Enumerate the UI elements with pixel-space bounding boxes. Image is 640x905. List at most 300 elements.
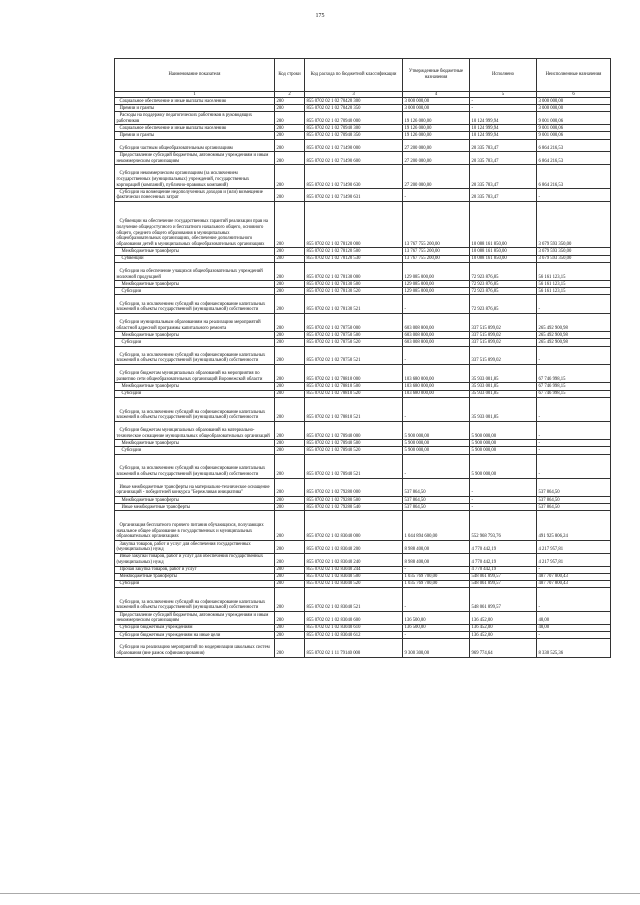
cell-classification: 855 0702 02 1 02 83040 244 (305, 566, 403, 573)
page-bottom-rule (0, 893, 640, 894)
cell-classification: 855 0702 02 1 02 78940 521 (305, 454, 403, 478)
cell-line-code: 200 (275, 339, 305, 346)
cell-approved: 136 500,00 (403, 624, 470, 631)
cell-name: Субсидии муниципальным образованиям на реализацию мероприятий областной адресной программы капитального ремонта (115, 313, 275, 331)
cell-executed: 337 515 899,02 (470, 339, 537, 346)
table-row (115, 383, 611, 390)
cell-name: Межбюджетные трансферты (115, 332, 275, 339)
cell-executed: 72 923 876,85 (470, 288, 537, 295)
column-number: 3 (305, 92, 403, 98)
cell-line-code: 200 (275, 346, 305, 364)
cell-line-code: 200 (275, 588, 305, 612)
cell-unexecuted: 6 864 216,53 (537, 165, 611, 189)
cell-unexecuted: 265 492 900,98 (537, 339, 611, 346)
cell-name: Межбюджетные трансферты (115, 573, 275, 580)
cell-line-code: 200 (275, 152, 305, 165)
cell-executed: 5 900 000,00 (470, 447, 537, 454)
cell-unexecuted: 537 864,50 (537, 478, 611, 496)
cell-name: Прочая закупка товаров, работ и услуг (115, 566, 275, 573)
cell-executed: - (470, 105, 537, 112)
cell-unexecuted: 67 746 998,15 (537, 383, 611, 390)
table-row (115, 440, 611, 447)
cell-executed: 4 770 442,19 (470, 540, 537, 553)
page-number: 175 (315, 13, 325, 19)
table-row (115, 281, 611, 288)
cell-unexecuted: - (537, 421, 611, 439)
cell-executed: - (470, 496, 537, 503)
table-row (115, 313, 611, 331)
cell-unexecuted: - (537, 566, 611, 573)
table-row (115, 397, 611, 421)
cell-executed: - (470, 504, 537, 511)
cell-executed: 72 923 876,85 (470, 295, 537, 313)
cell-executed: 35 933 001,85 (470, 365, 537, 383)
table-row (115, 566, 611, 573)
column-number: 4 (403, 92, 470, 98)
table-row (115, 639, 611, 657)
table-row (115, 573, 611, 580)
table-row (115, 112, 611, 125)
cell-line-code: 200 (275, 313, 305, 331)
cell-approved: 5 900 000,00 (403, 421, 470, 439)
cell-executed: 10 124 999,94 (470, 125, 537, 132)
cell-unexecuted: 9 001 000,06 (537, 112, 611, 125)
cell-executed: 20 335 783,47 (470, 165, 537, 189)
cell-approved: - (403, 397, 470, 421)
cell-classification: 855 0702 02 1 02 70940 350 (305, 132, 403, 139)
cell-executed: 10 088 161 850,00 (470, 248, 537, 255)
cell-line-code: 200 (275, 201, 305, 247)
cell-name: Субсидии, за исключением субсидий на софинансирование капитальных вложений в объекты государственной (муниципальной) собственности (115, 397, 275, 421)
cell-executed: 10 124 999,94 (470, 132, 537, 139)
cell-executed: 10 124 999,94 (470, 112, 537, 125)
cell-approved: 19 126 000,00 (403, 132, 470, 139)
cell-line-code: 200 (275, 496, 305, 503)
cell-line-code: 200 (275, 573, 305, 580)
cell-unexecuted: 56 161 123,15 (537, 281, 611, 288)
cell-approved: 5 900 000,00 (403, 440, 470, 447)
cell-line-code: 200 (275, 262, 305, 280)
cell-classification: 855 0702 02 1 02 83040 500 (305, 573, 403, 580)
cell-line-code: 200 (275, 295, 305, 313)
table-row (115, 295, 611, 313)
table-row (115, 365, 611, 383)
cell-approved: 1 035 769 700,00 (403, 573, 470, 580)
cell-approved: - (403, 588, 470, 612)
cell-unexecuted: 491 925 806,24 (537, 511, 611, 541)
cell-executed: 5 900 000,00 (470, 440, 537, 447)
table-row (115, 511, 611, 541)
cell-approved: 537 864,50 (403, 504, 470, 511)
table-row (115, 132, 611, 139)
cell-approved: - (403, 346, 470, 364)
cell-executed: 548 061 899,57 (470, 573, 537, 580)
cell-classification: 855 0702 02 1 02 83040 612 (305, 632, 403, 639)
cell-classification: 855 0702 02 1 02 83040 240 (305, 553, 403, 566)
cell-line-code: 200 (275, 132, 305, 139)
column-number: 6 (537, 92, 611, 98)
cell-executed: 35 933 001,85 (470, 383, 537, 390)
table-row (115, 262, 611, 280)
cell-unexecuted: 67 746 998,15 (537, 365, 611, 383)
cell-approved: 129 085 000,00 (403, 262, 470, 280)
cell-executed: 10 088 161 850,00 (470, 201, 537, 247)
cell-classification: 855 0702 02 1 02 78120 530 (305, 255, 403, 262)
cell-classification: 855 0702 02 1 02 78810 000 (305, 365, 403, 383)
cell-line-code: 200 (275, 440, 305, 447)
cell-executed: 548 061 899,57 (470, 588, 537, 612)
cell-classification: 855 0702 02 1 02 83040 610 (305, 624, 403, 631)
cell-unexecuted: 56 161 123,15 (537, 288, 611, 295)
cell-approved: 3 000 000,00 (403, 105, 470, 112)
cell-approved: 1 044 894 600,00 (403, 511, 470, 541)
cell-unexecuted: 537 864,50 (537, 496, 611, 503)
cell-name: Иные межбюджетные трансферты на материально-техническое оснащение организаций - победителей конкурса "Бережливая инициатива" (115, 478, 275, 496)
cell-unexecuted: 4 217 957,81 (537, 553, 611, 566)
cell-executed: 337 515 899,02 (470, 346, 537, 364)
cell-executed: 136 452,00 (470, 612, 537, 625)
cell-name: Расходы на поддержку педагогических работников в руководящих работников (115, 112, 275, 125)
cell-name: Субсидии (115, 447, 275, 454)
cell-executed: 72 923 876,85 (470, 281, 537, 288)
cell-classification: 855 0702 02 1 02 70940 000 (305, 112, 403, 125)
cell-approved: 8 988 400,00 (403, 540, 470, 553)
cell-classification: 855 0702 02 1 02 78130 500 (305, 281, 403, 288)
table-row (115, 139, 611, 152)
cell-classification: 855 0702 02 1 02 79280 000 (305, 478, 403, 496)
header-approved: Утвержденные бюджетные назначения (403, 59, 470, 92)
cell-unexecuted: - (537, 295, 611, 313)
cell-line-code: 200 (275, 139, 305, 152)
cell-executed: 72 923 876,85 (470, 262, 537, 280)
cell-approved: 27 200 000,00 (403, 152, 470, 165)
cell-name: Субсидии некоммерческим организациям (за исключением государственных (муниципальных) учреждений, государственных корпораций (компаний), публично-правовых компаний) (115, 165, 275, 189)
cell-unexecuted: 537 864,50 (537, 504, 611, 511)
cell-approved: 27 200 000,00 (403, 165, 470, 189)
cell-name: Субсидии частным общеобразовательным организациям (115, 139, 275, 152)
cell-classification: 855 0702 02 1 02 83040 000 (305, 511, 403, 541)
cell-approved: 13 767 755 200,00 (403, 248, 470, 255)
cell-executed: 20 335 783,47 (470, 152, 537, 165)
table-row (115, 152, 611, 165)
table-row (115, 421, 611, 439)
table-row (115, 447, 611, 454)
cell-name: Субвенции (115, 255, 275, 262)
cell-executed: - (470, 478, 537, 496)
cell-classification: 855 0702 02 1 02 71490 000 (305, 139, 403, 152)
cell-name: Социальное обеспечение и иные выплаты населению (115, 125, 275, 132)
cell-classification: 855 0702 02 1 02 83040 200 (305, 540, 403, 553)
cell-unexecuted: 3 679 593 350,00 (537, 201, 611, 247)
cell-approved: - (403, 632, 470, 639)
cell-name: Субсидии бюджетным учреждениям на иные цели (115, 632, 275, 639)
header-executed: Исполнено (470, 59, 537, 92)
table-row (115, 624, 611, 631)
cell-approved: - (403, 454, 470, 478)
table-row (115, 390, 611, 397)
header-classification: Код расхода по бюджетной классификации (305, 59, 403, 92)
cell-line-code: 200 (275, 255, 305, 262)
cell-classification: 855 0702 02 1 02 78130 520 (305, 288, 403, 295)
cell-name: Организация бесплатного горячего питания обучающихся, получающих начальное общее образование в государственных и муниципальных образовательных организациях (115, 511, 275, 541)
cell-line-code: 200 (275, 566, 305, 573)
cell-executed: 136 452,00 (470, 632, 537, 639)
cell-line-code: 200 (275, 553, 305, 566)
table-row (115, 580, 611, 587)
cell-approved: 13 767 755 200,00 (403, 201, 470, 247)
cell-approved: 13 767 755 200,00 (403, 255, 470, 262)
table-row (115, 478, 611, 496)
cell-approved: 8 988 400,00 (403, 553, 470, 566)
cell-unexecuted: 8 330 525,36 (537, 639, 611, 657)
cell-executed: 136 452,00 (470, 624, 537, 631)
table-row (115, 496, 611, 503)
cell-classification: 855 0702 02 1 02 78940 520 (305, 447, 403, 454)
cell-name: Иные закупки товаров, работ и услуг для обеспечения государственных (муниципальных) нужд (115, 553, 275, 566)
table-row (115, 288, 611, 295)
header-name: Наименование показателя (115, 59, 275, 92)
cell-line-code: 200 (275, 454, 305, 478)
cell-name: Социальное обеспечение и иные выплаты населению (115, 98, 275, 105)
cell-name: Субсидии (115, 339, 275, 346)
header-line-code: Код строки (275, 59, 305, 92)
cell-executed: 35 933 001,85 (470, 390, 537, 397)
cell-unexecuted: 4 217 957,81 (537, 540, 611, 553)
cell-classification: 855 0702 02 1 02 78940 500 (305, 440, 403, 447)
cell-approved: 103 680 000,00 (403, 365, 470, 383)
cell-unexecuted: 6 864 216,53 (537, 139, 611, 152)
budget-execution-table (114, 58, 611, 658)
cell-unexecuted: - (537, 440, 611, 447)
cell-classification: 855 0702 02 1 02 83040 520 (305, 580, 403, 587)
cell-line-code: 200 (275, 632, 305, 639)
cell-classification: 855 0702 02 1 02 78120 000 (305, 201, 403, 247)
cell-unexecuted: - (537, 447, 611, 454)
cell-approved: - (403, 295, 470, 313)
cell-classification: 855 0702 02 1 02 70420 350 (305, 105, 403, 112)
cell-approved: 19 126 000,00 (403, 112, 470, 125)
cell-unexecuted: 3 000 000,00 (537, 105, 611, 112)
cell-executed: 337 515 899,02 (470, 313, 537, 331)
cell-line-code: 200 (275, 390, 305, 397)
table-row (115, 504, 611, 511)
cell-classification: 855 0702 02 1 02 78810 500 (305, 383, 403, 390)
column-number: 5 (470, 92, 537, 98)
table-row (115, 189, 611, 202)
cell-line-code: 200 (275, 397, 305, 421)
cell-approved: 9 300 300,00 (403, 639, 470, 657)
cell-line-code: 200 (275, 125, 305, 132)
cell-name: Межбюджетные трансферты (115, 440, 275, 447)
cell-name: Межбюджетные трансферты (115, 248, 275, 255)
cell-name: Субсидии, за исключением субсидий на софинансирование капитальных вложений в объекты государственной (муниципальной) собственности (115, 346, 275, 364)
cell-unexecuted: - (537, 346, 611, 364)
cell-executed: - (470, 98, 537, 105)
cell-name: Закупка товаров, работ и услуг для обеспечения государственных (муниципальных) нужд (115, 540, 275, 553)
cell-classification: 855 0702 02 1 02 83040 521 (305, 588, 403, 612)
cell-unexecuted: - (537, 588, 611, 612)
cell-approved: 103 680 000,00 (403, 383, 470, 390)
cell-name: Премии и гранты (115, 132, 275, 139)
table-row (115, 588, 611, 612)
cell-line-code: 200 (275, 383, 305, 390)
cell-approved: 129 085 000,00 (403, 281, 470, 288)
cell-name: Субсидии, за исключением субсидий на софинансирование капитальных вложений в объекты государственной (муниципальной) собственности (115, 295, 275, 313)
cell-executed: 20 335 783,47 (470, 189, 537, 202)
cell-line-code: 200 (275, 332, 305, 339)
cell-classification: 855 0702 02 1 02 78750 500 (305, 332, 403, 339)
cell-classification: 855 0702 02 1 02 71490 600 (305, 152, 403, 165)
cell-line-code: 200 (275, 365, 305, 383)
cell-name: Межбюджетные трансферты (115, 496, 275, 503)
cell-approved: 5 900 000,00 (403, 447, 470, 454)
cell-classification: 855 0702 02 1 02 78940 000 (305, 421, 403, 439)
cell-unexecuted: - (537, 632, 611, 639)
column-number: 1 (115, 92, 275, 98)
cell-approved: 103 680 000,00 (403, 390, 470, 397)
cell-executed: 20 335 783,47 (470, 139, 537, 152)
table-row (115, 98, 611, 105)
table-row (115, 255, 611, 262)
cell-approved: 537 864,50 (403, 496, 470, 503)
cell-line-code: 200 (275, 165, 305, 189)
cell-unexecuted: 48,00 (537, 612, 611, 625)
cell-unexecuted: 3 000 000,00 (537, 98, 611, 105)
cell-executed: 4 770 442,19 (470, 553, 537, 566)
cell-approved: 603 008 800,00 (403, 339, 470, 346)
cell-executed: 548 061 899,57 (470, 580, 537, 587)
cell-unexecuted: - (537, 397, 611, 421)
cell-name: Субсидии (115, 288, 275, 295)
cell-classification: 855 0702 02 1 02 83040 600 (305, 612, 403, 625)
cell-line-code: 200 (275, 511, 305, 541)
cell-line-code: 200 (275, 248, 305, 255)
cell-approved: 27 200 000,00 (403, 139, 470, 152)
cell-approved: 129 085 000,00 (403, 288, 470, 295)
cell-classification: 855 0702 02 1 02 78130 521 (305, 295, 403, 313)
cell-line-code: 200 (275, 639, 305, 657)
cell-approved: - (403, 189, 470, 202)
table-row (115, 332, 611, 339)
cell-classification: 855 0702 02 1 02 78810 520 (305, 390, 403, 397)
table-row (115, 105, 611, 112)
cell-line-code: 200 (275, 189, 305, 202)
cell-classification: 855 0702 02 1 02 79280 500 (305, 496, 403, 503)
cell-unexecuted: - (537, 189, 611, 202)
cell-executed: 552 968 793,76 (470, 511, 537, 541)
cell-line-code: 200 (275, 580, 305, 587)
cell-executed: 337 515 899,02 (470, 332, 537, 339)
table-row (115, 248, 611, 255)
cell-unexecuted: 3 679 593 350,00 (537, 255, 611, 262)
cell-line-code: 200 (275, 478, 305, 496)
cell-name: Субсидии, за исключением субсидий на софинансирование капитальных вложений в объекты государственной (муниципальной) собственности (115, 454, 275, 478)
cell-unexecuted: 48,00 (537, 624, 611, 631)
cell-name: Субсидии (115, 390, 275, 397)
cell-name: Предоставление субсидий бюджетным, автономным учреждениям и иным некоммерческим организациям (115, 612, 275, 625)
cell-line-code: 200 (275, 540, 305, 553)
table-row (115, 339, 611, 346)
cell-executed: 10 088 161 850,00 (470, 255, 537, 262)
table-row (115, 612, 611, 625)
cell-name: Премии и гранты (115, 105, 275, 112)
cell-name: Субсидии (115, 580, 275, 587)
cell-line-code: 200 (275, 447, 305, 454)
cell-unexecuted: 9 001 000,06 (537, 132, 611, 139)
cell-name: Межбюджетные трансферты (115, 281, 275, 288)
cell-unexecuted: 487 707 800,43 (537, 580, 611, 587)
cell-classification: 855 0702 02 1 02 78750 000 (305, 313, 403, 331)
cell-executed: 5 900 000,00 (470, 421, 537, 439)
cell-classification: 855 0702 02 1 02 78750 521 (305, 346, 403, 364)
cell-approved: 603 008 800,00 (403, 332, 470, 339)
cell-name: Субсидии на обеспечение учащихся общеобразовательных учреждений молочной продукцией (115, 262, 275, 280)
table-row (115, 346, 611, 364)
table-row (115, 632, 611, 639)
cell-classification: 855 0702 02 1 02 71490 631 (305, 189, 403, 202)
cell-line-code: 200 (275, 421, 305, 439)
cell-executed: 5 900 000,00 (470, 454, 537, 478)
cell-classification: 855 0702 02 1 02 78810 521 (305, 397, 403, 421)
cell-line-code: 200 (275, 288, 305, 295)
cell-classification: 855 0702 02 1 02 70420 300 (305, 98, 403, 105)
cell-name: Субсидии, за исключением субсидий на софинансирование капитальных вложений в объекты государственной (муниципальной) собственности (115, 588, 275, 612)
cell-classification: 855 0702 02 1 02 78130 000 (305, 262, 403, 280)
cell-classification: 855 0702 02 1 11 79140 000 (305, 639, 403, 657)
cell-name: Субсидии бюджетам муниципальных образований на материально-техническое оснащение муниципальных общеобразовательных организаций (115, 421, 275, 439)
table-row (115, 553, 611, 566)
cell-unexecuted: 6 864 216,53 (537, 152, 611, 165)
cell-line-code: 200 (275, 624, 305, 631)
cell-line-code: 200 (275, 105, 305, 112)
cell-unexecuted: 56 161 123,15 (537, 262, 611, 280)
cell-line-code: 200 (275, 504, 305, 511)
cell-classification: 855 0702 02 1 02 71490 630 (305, 165, 403, 189)
cell-line-code: 200 (275, 98, 305, 105)
cell-line-code: 200 (275, 612, 305, 625)
cell-unexecuted: 67 746 998,15 (537, 390, 611, 397)
table-row (115, 125, 611, 132)
cell-name: Субвенции на обеспечение государственных гарантий реализации прав на получение общедоступного и бесплатного начального общего, основного общего, среднего общего образования в муниципальных общеобразовательных организациях, обеспечение дополнительного образования детей в муниципальных общеобразовательных организациях (115, 201, 275, 247)
cell-unexecuted: 265 492 900,98 (537, 332, 611, 339)
cell-classification: 855 0702 02 1 02 79280 540 (305, 504, 403, 511)
cell-name: Субсидии бюджетным учреждениям (115, 624, 275, 631)
table-row (115, 201, 611, 247)
cell-name: Субсидии на реализацию мероприятий по модернизации школьных систем образования (вне рамок софинансирования) (115, 639, 275, 657)
cell-name: Субсидии на возмещение недополученных доходов и (или) возмещение фактически понесенных затрат (115, 189, 275, 202)
cell-unexecuted: 487 707 800,43 (537, 573, 611, 580)
cell-unexecuted: 3 679 593 350,00 (537, 248, 611, 255)
cell-approved: 1 035 769 700,00 (403, 580, 470, 587)
table-row (115, 165, 611, 189)
cell-approved: - (403, 566, 470, 573)
cell-executed: 4 770 442,19 (470, 566, 537, 573)
cell-name: Субсидии бюджетам муниципальных образований на мероприятия по развитию сети общеобразовательных организаций Воронежской области (115, 365, 275, 383)
column-number: 2 (275, 92, 305, 98)
header-unexecuted: Неисполненные назначения (537, 59, 611, 92)
cell-executed: 969 774,64 (470, 639, 537, 657)
cell-name: Межбюджетные трансферты (115, 383, 275, 390)
cell-line-code: 200 (275, 281, 305, 288)
table-row (115, 454, 611, 478)
cell-unexecuted: 265 492 900,98 (537, 313, 611, 331)
cell-classification: 855 0702 02 1 02 70940 300 (305, 125, 403, 132)
cell-name: Предоставление субсидий бюджетным, автономным учреждениям и иным некоммерческим организациям (115, 152, 275, 165)
cell-executed: 35 933 001,85 (470, 397, 537, 421)
cell-approved: 603 008 800,00 (403, 313, 470, 331)
cell-approved: 537 864,50 (403, 478, 470, 496)
cell-approved: 3 000 000,00 (403, 98, 470, 105)
